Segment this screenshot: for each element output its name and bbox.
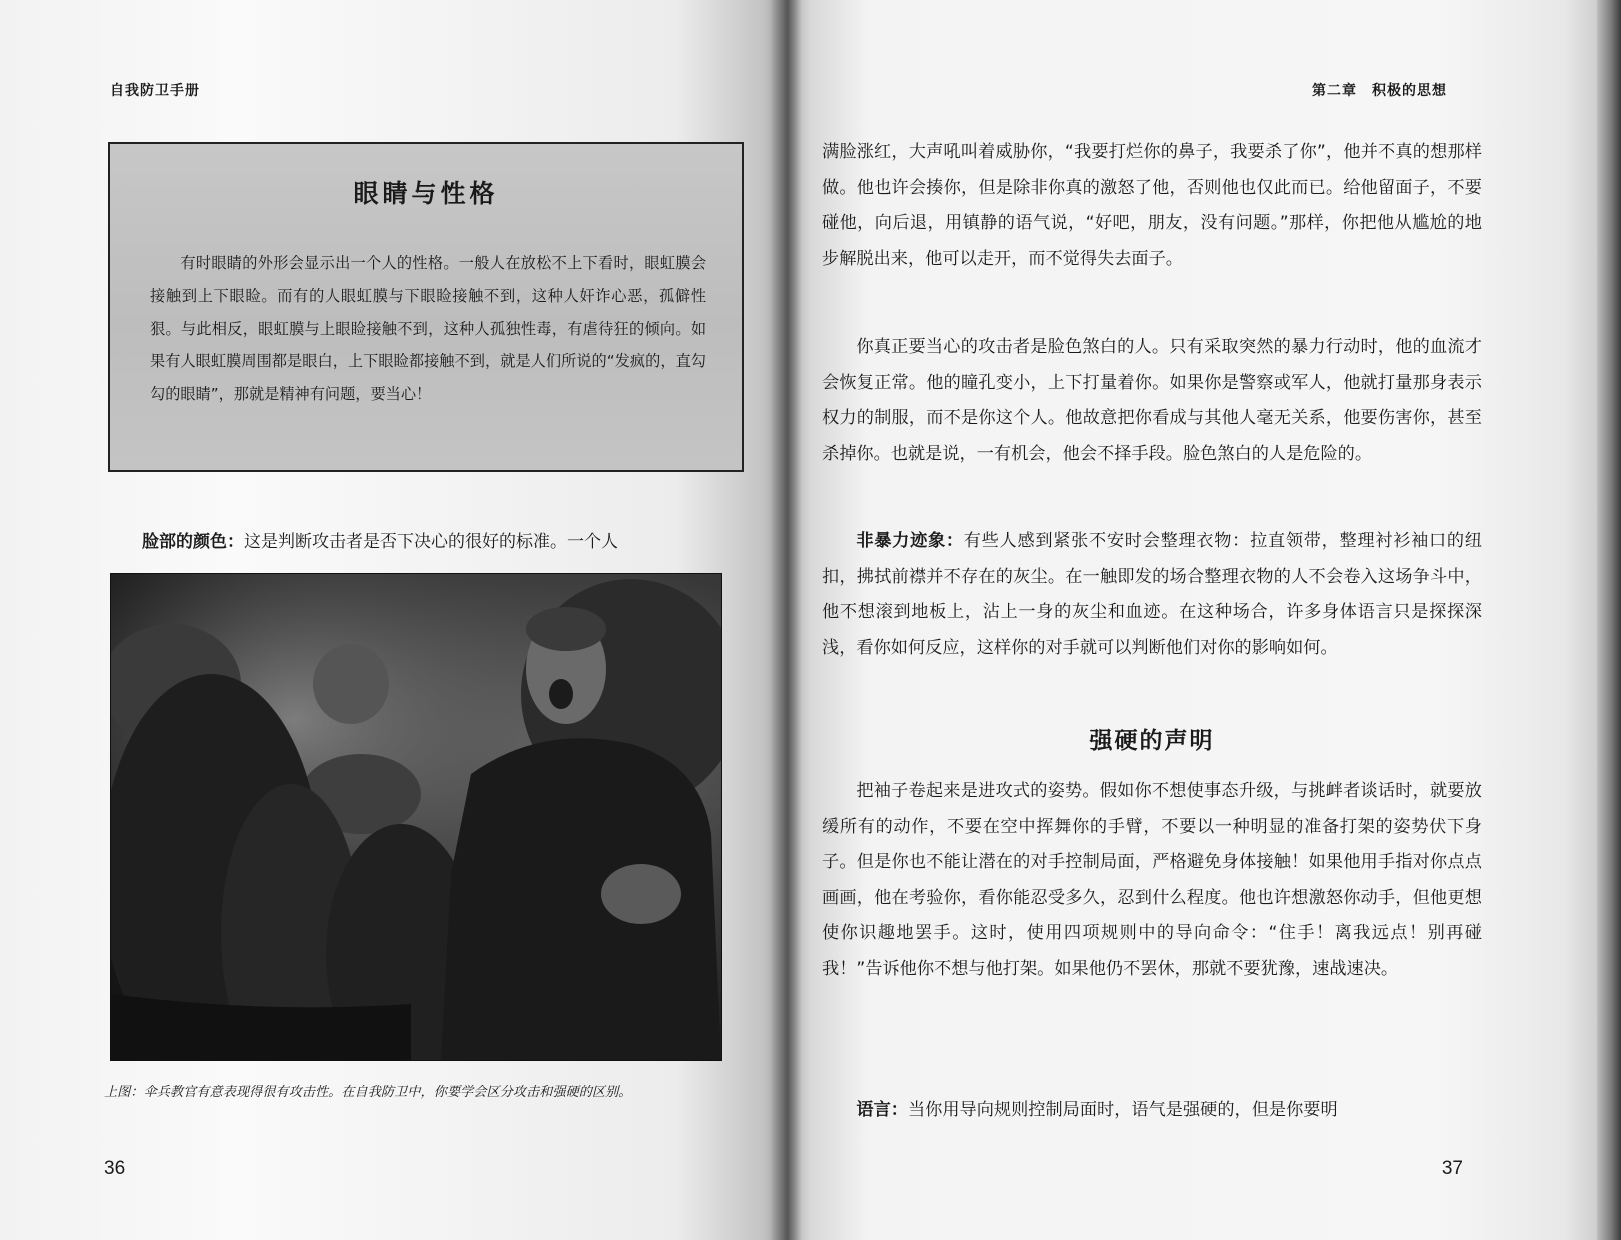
language-text: 当你用导向规则控制局面时，语气是强硬的，但是你要明 <box>907 1100 1338 1120</box>
photo-illustration <box>111 574 721 1060</box>
running-head-left: 自我防卫手册 <box>110 83 200 99</box>
paragraph-pale-attacker: 你真正要当心的攻击者是脸色煞白的人。只有采取突然的暴力行动时，他的血流才会恢复正常。他的瞳孔变小，上下打量着你。如果你是警察或军人，他就打量那身表示权力的制服，而不是你这个人。他故意把你看成与其他人毫无关系，他要伤害你，甚至杀掉你。也就是说，一有机会，他会不择手段。脸色煞白的人是危险的。 <box>822 337 1482 464</box>
face-color-lead: 脸部的颜色： <box>142 532 244 552</box>
non-violent-text: 有些人感到紧张不安时会整理衣物：拉直领带，整理衬衫袖口的纽扣，拂拭前襟并不存在的灰尘。在一触即发的场合整理衣物的人不会卷入这场争斗中，他不想滚到地板上，沾上一身的灰尘和血迹。在这种场合，许多身体语言只是探探深浅，看你如何反应，这样你的对手就可以判断他们对你的影响如何。 <box>822 531 1482 658</box>
paragraph-continued: 满脸涨红，大声吼叫着威胁你，“我要打烂你的鼻子，我要杀了你”，他并不真的想那样做。他也许会揍你，但是除非你真的激怒了他，否则他也仅此而已。给他留面子，不要碰他，向后退，用镇静的语气说，“好吧，朋友，没有问题。”那样，你把他从尴尬的地步解脱出来，他可以走开，而不觉得失去面子。 <box>822 142 1482 269</box>
face-color-text: 这是判断攻击者是否下决心的很好的标准。一个人 <box>244 532 618 552</box>
running-head-right: 第二章 积极的思想 <box>1312 83 1447 99</box>
page-number-right: 37 <box>1441 1158 1463 1179</box>
language-lead: 语言： <box>856 1100 908 1120</box>
paragraph-non-violent <box>822 524 1482 666</box>
sidebar-box <box>108 142 744 472</box>
sidebar-title: 眼睛与性格 <box>353 179 499 208</box>
sidebar-text: 有时眼睛的外形会显示出一个人的性格。一般人在放松不上下看时，眼虹膜会接触到上下眼睑。而有的人眼虹膜与下眼睑接触不到，这种人奸诈心恶，孤僻性狠。与此相反，眼虹膜与上眼睑接触不到，这种人孤独性毒，有虐待狂的倾向。如果有人眼虹膜周围都是眼白，上下眼睑都接触不到，就是人们所说的“发疯的，直勾勾的眼睛”，那就是精神有问题，要当心！ <box>150 254 706 404</box>
book-gutter <box>770 0 802 1240</box>
non-violent-lead: 非暴力迹象： <box>856 531 964 551</box>
page-edge <box>1597 0 1621 1240</box>
paragraph-language <box>822 1093 1482 1129</box>
paragraph-firm-statement: 把袖子卷起来是进攻式的姿势。假如你不想使事态升级，与挑衅者谈话时，就要放缓所有的动作，不要在空中挥舞你的手臂，不要以一种明显的准备打架的姿势伏下身子。但是你也不能让潜在的对手控制局面，严格避免身体接触！如果他用手指对你点点画画，他在考验你，看你能忍受多久，忍到什么程度。他也许想激怒你动手，但他更想使你识趣地罢手。这时，使用四项规则中的导向命令：“住手！离我远点！别再碰我！”告诉他你不想与他打架。如果他仍不罢休，那就不要犹豫，速战速决。 <box>822 781 1482 979</box>
photo-caption: 上图：伞兵教官有意表现得很有攻击性。在自我防卫中，你要学会区分攻击和强硬的区别。 <box>104 1085 632 1100</box>
page-number-left: 36 <box>104 1158 126 1179</box>
face-color-paragraph <box>108 526 748 558</box>
left-page <box>0 0 786 1240</box>
paratrooper-photo <box>110 573 722 1061</box>
section-heading: 强硬的声明 <box>1089 728 1215 754</box>
